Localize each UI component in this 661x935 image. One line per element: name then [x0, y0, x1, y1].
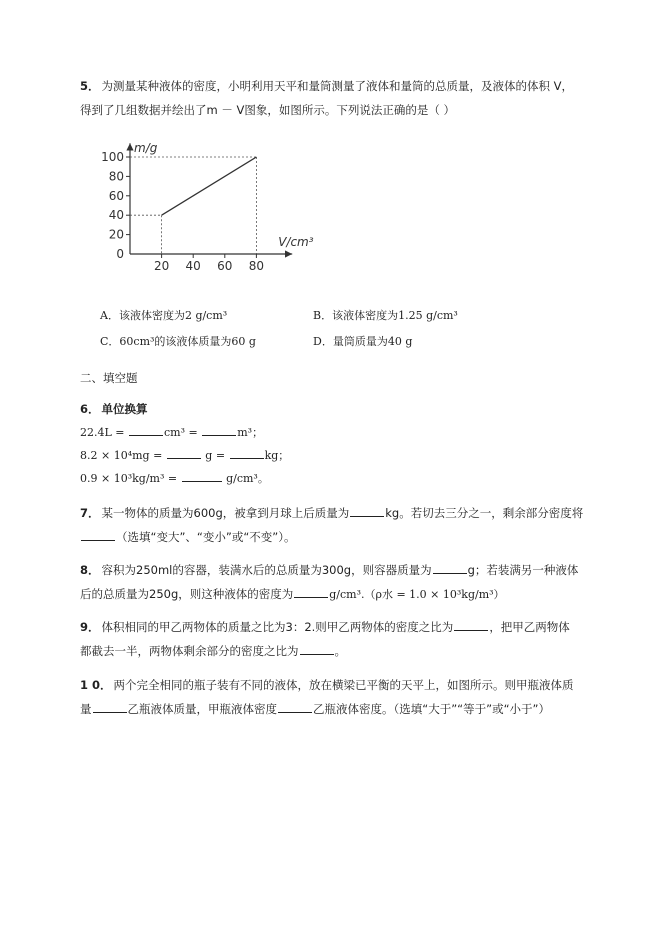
y-tick-label: 80 — [108, 169, 124, 184]
q6-l2-text-c: kg； — [264, 449, 290, 462]
q10-text-a: 两个完全相同的瓶子装有不同的液体，放在横梁已平衡的天平上，如图所示。则甲瓶液体质 — [113, 678, 574, 692]
q5-number: 5． — [80, 79, 100, 93]
q9-line2 — [80, 643, 346, 659]
q6-l2-text-b: g = — [205, 449, 226, 462]
q9-text-d: 。 — [334, 644, 346, 658]
x-tick-label: 20 — [153, 259, 170, 273]
q8-number: 8． — [80, 563, 100, 577]
y-axis-label: m/g — [134, 141, 158, 155]
y-tick-label: 20 — [108, 227, 124, 242]
q5-option-d[interactable]: D．量筒质量为40 g — [313, 335, 413, 348]
q6-l2-text-a: 8.2 × 10⁴mg = — [80, 449, 163, 462]
q7-text-a: 某一物体的质量为600g，被拿到月球上后质量为 — [101, 506, 350, 520]
q6-heading — [80, 401, 148, 417]
q7-line1 — [80, 505, 583, 521]
q8-blank-1[interactable] — [433, 563, 467, 574]
q6-number: 6． — [80, 402, 100, 416]
series-line — [162, 157, 257, 215]
q7-blank-2[interactable] — [81, 530, 115, 541]
q10-blank-2[interactable] — [278, 702, 312, 713]
q6-l3-text-b: g/cm³。 — [226, 472, 269, 485]
y-tick-label: 0 — [116, 247, 124, 261]
q10-blank-1[interactable] — [93, 702, 127, 713]
q9-text-a: 体积相同的甲乙两物体的质量之比为3：2.则甲乙两物体的密度之比为 — [101, 620, 454, 634]
y-tick-label: 40 — [108, 208, 124, 223]
q10-number: 1 0． — [80, 678, 112, 692]
q6-line1 — [80, 425, 263, 441]
q5-stem-line2: 得到了几组数据并绘出了m － V图象，如图所示。下列说法正确的是（ ） — [80, 103, 456, 117]
q6-blank-3[interactable] — [167, 448, 201, 459]
q10-text-d: 乙瓶液体密度。（选填“大于”“等于”或“小于”） — [313, 702, 550, 716]
q9-blank-1[interactable] — [454, 620, 488, 631]
q8-blank-2[interactable] — [294, 587, 328, 598]
q8-line2 — [80, 586, 505, 603]
q5-option-b[interactable]: B．该液体密度为1.25 g/cm³ — [313, 309, 458, 322]
q7-text-b: kg。若切去三分之一，剩余部分密度将 — [385, 506, 584, 520]
q9-number: 9． — [80, 620, 100, 634]
q8-line1 — [80, 562, 578, 578]
q6-l3-text-a: 0.9 × 10³kg/m³ = — [80, 472, 178, 485]
q8-text-a: 容积为250ml的容器，装满水后的总质量为300g，则容器质量为 — [101, 563, 432, 577]
y-tick-label: 100 — [101, 150, 124, 164]
x-axis-label: V/cm³ — [278, 235, 314, 249]
x-tick-label: 40 — [185, 259, 201, 273]
q6-blank-5[interactable] — [182, 471, 222, 482]
q6-l1-text-b: cm³ = — [164, 426, 198, 439]
q6-line3 — [80, 471, 269, 487]
q6-blank-1[interactable] — [129, 425, 163, 436]
q6-title: 单位换算 — [101, 402, 148, 416]
q6-l1-text-c: m³； — [237, 426, 264, 439]
q6-blank-4[interactable] — [230, 448, 264, 459]
q7-number: 7． — [80, 506, 100, 520]
q9-line1 — [80, 619, 570, 635]
x-tick-label: 60 — [217, 259, 233, 273]
q8-text-d: g/cm³.（ρ水 = 1.0 × 10³kg/m³） — [329, 588, 505, 601]
q5-line1 — [80, 78, 573, 94]
q7-blank-1[interactable] — [350, 506, 384, 517]
q5-option-c[interactable]: C．60cm³的该液体质量为60 g — [100, 335, 256, 348]
q9-text-c: 都截去一半，两物体剩余部分的密度之比为 — [80, 644, 299, 658]
q6-line2 — [80, 448, 289, 464]
q9-blank-2[interactable] — [300, 644, 334, 655]
q6-l1-text-a: 22.4L = — [80, 426, 125, 439]
q7-text-c: （选填“变大”、“变小”或“不变”）。 — [116, 530, 296, 544]
q8-text-c: 后的总质量为250g，则这种液体的密度为 — [80, 587, 294, 601]
q10-line1 — [80, 677, 574, 693]
q5-line2 — [80, 102, 455, 118]
q5-option-a[interactable]: A．该液体密度为2 g/cm³ — [100, 309, 228, 322]
m-v-graph — [96, 140, 326, 280]
q10-line2 — [80, 701, 550, 717]
q10-text-b: 量 — [80, 702, 92, 716]
q9-text-b: ，把甲乙两物体 — [489, 620, 570, 634]
q7-line2 — [80, 529, 296, 545]
q5-stem-line1: 为测量某种液体的密度，小明利用天平和量筒测量了液体和量筒的总质量，及液体的体积 V， — [101, 79, 574, 93]
section-title: 二、填空题 — [80, 371, 138, 385]
x-tick-label: 80 — [248, 259, 265, 273]
q8-text-b: g；若装满另一种液体 — [467, 563, 579, 577]
q10-text-c: 乙瓶液体质量，甲瓶液体密度 — [127, 702, 277, 716]
y-tick-label: 60 — [108, 188, 124, 203]
q6-blank-2[interactable] — [202, 425, 236, 436]
